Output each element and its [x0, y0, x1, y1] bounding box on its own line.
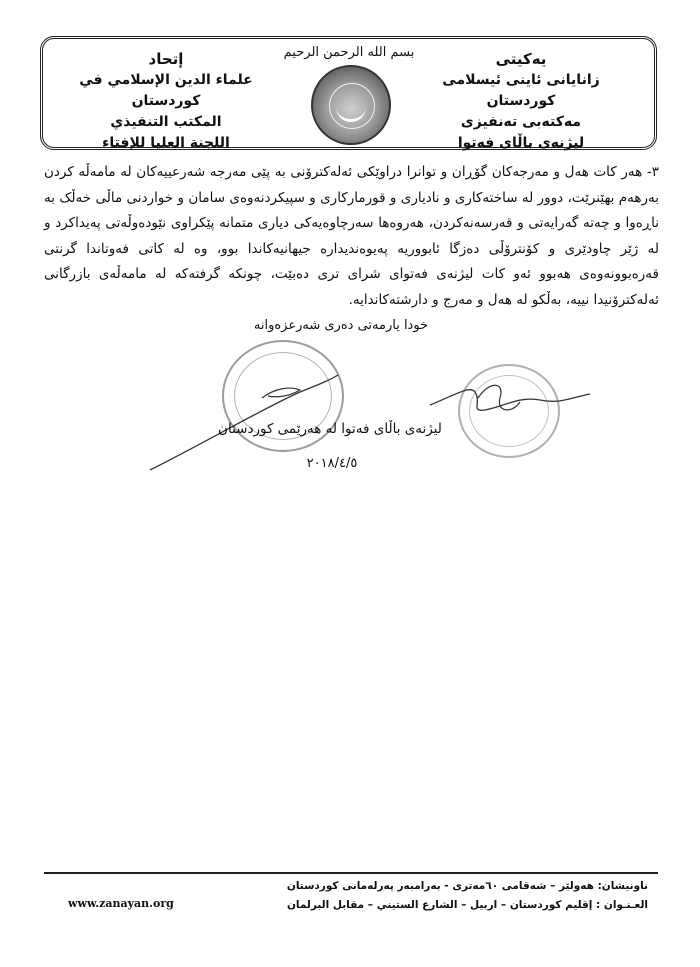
arabic-org-line3: المكتب التنفيذي	[110, 114, 222, 130]
letter-date: ٢٠١٨/٤/٥	[306, 456, 358, 471]
arabic-org-line1: إتحاد	[148, 50, 184, 68]
signature-stroke-left-detail	[262, 388, 300, 398]
footer-address-kurdish: ناونیشان: هەولێر – شەقامی ٦٠مەتری - بەرامبەر پەرلەمانی کوردستان	[286, 880, 648, 892]
footer-website: www.zanayan.org	[68, 897, 174, 910]
kurdish-org-line2: زانایانی ئاینی ئیسلامی کوردستان	[442, 72, 600, 109]
footer-address-arabic: العـنـوان : إقليم كوردستان – اربيل – الشارع الستيني – مقابل البرلمان	[286, 899, 648, 911]
footer-divider	[44, 872, 658, 874]
arabic-org-line2: علماء الدين الإسلامي في كوردستان	[79, 72, 253, 109]
kurdish-org-line4: لیژنەی باڵای فەتوا	[457, 135, 585, 151]
signoff-committee: لیژنەی باڵای فەتوا لە هەرێمی کوردستان	[218, 421, 442, 437]
kurdish-org-line3: مەکتەبی تەنفیزی	[460, 114, 582, 130]
signature-stroke-right	[430, 390, 590, 411]
body-paragraph: ٣- هەر کات هەل و مەرجەکان گۆڕان و توانرا دراوێکی ئەلەکترۆنی بە پێی مەرجە شەرعییەکان لە مامەڵە کردن بەرهەم بهێنرێت، دوور لە ساختەکاری و نادیاری و قورمارکاری و سپیکردنەوەی سامان و خواردنی ماڵی خەڵک بە ناڕەوا و چەتە گەرایەتی و قەرسەنەکردن، هەروەها سەرچاوەیەکی دیاری متمانە پێکراوی نێودەوڵەتی پەیداکرد و لە ژێر چاودێری و کۆنترۆڵی دەزگا ئابووریە پەیوەندیدارە جیهانیەکاندا بوو، وە لە کاتی فەوتاندا گرنتی قەرەبوونەوەی هەبوو ئەو کات لیژنەی فەتوای شرای تری دەبێت، چونکە گرفتەکە لە مامەڵەی بازرگانی ئەلەکترۆنیدا نییە، بەڵکو لە هەل و مەرج و دارشتەکاندایە.	[44, 164, 659, 308]
closing-wish: خودا یارمەتی دەری شەرعزەوانە	[253, 318, 429, 333]
arabic-org-line4: اللجنة العليا للإفتاء	[102, 135, 230, 151]
kurdish-org-line1: یەکیتی	[495, 50, 547, 68]
basmala-calligraphy: بسم الله الرحمن الرحيم	[283, 45, 415, 60]
